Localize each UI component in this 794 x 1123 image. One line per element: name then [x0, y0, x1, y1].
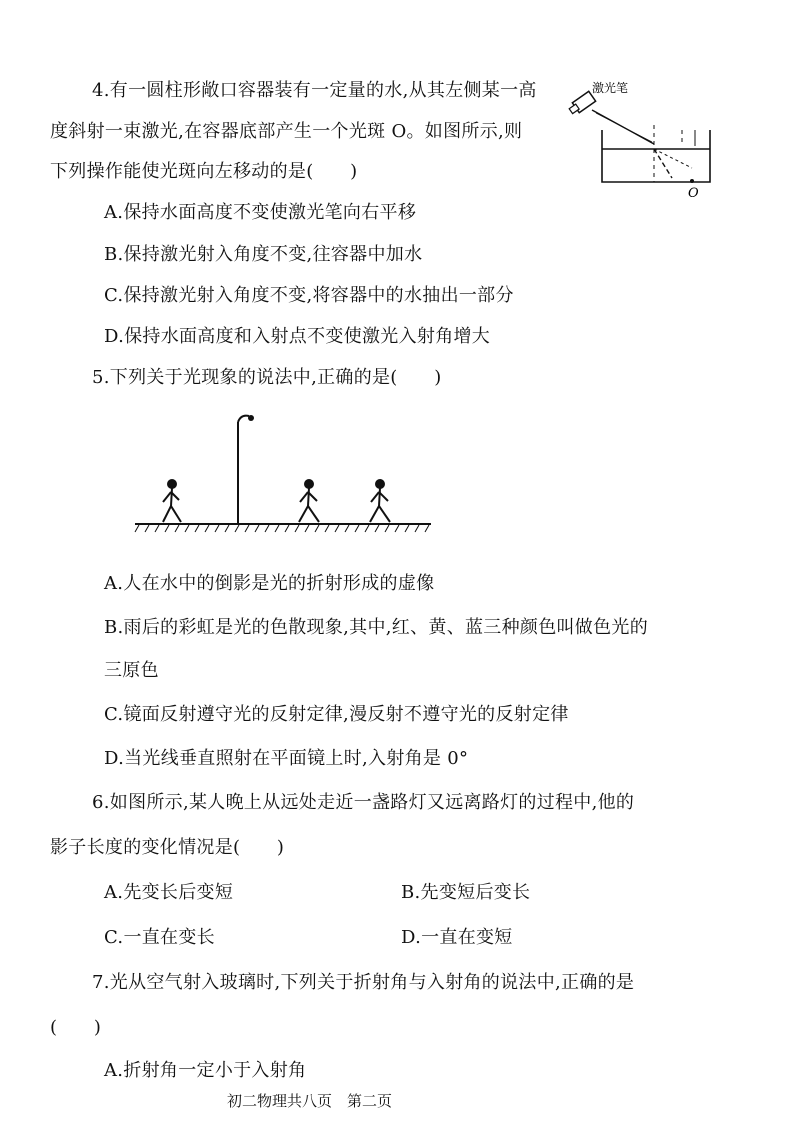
- walking-person-icon: [299, 480, 319, 522]
- page-footer: 初二物理共八页 第二页: [227, 1092, 393, 1110]
- q5-stem: 5.下列关于光现象的说法中,正确的是( ): [92, 367, 442, 388]
- q4-option-d: D.保持水面高度和入射点不变使激光入射角增大: [104, 326, 491, 347]
- q4-laser-container-figure: [570, 70, 710, 200]
- q6-option-b: B.先变短后变长: [401, 882, 531, 903]
- street-lamp-icon: [238, 415, 254, 524]
- q5-option-b: B.雨后的彩虹是光的色散现象,其中,红、黄、蓝三种颜色叫做色光的: [104, 617, 648, 638]
- q6-stem-line-1: 6.如图所示,某人晚上从远处走近一盏路灯又远离路灯的过程中,他的: [92, 792, 635, 813]
- q4-option-b: B.保持激光射入角度不变,往容器中加水: [104, 244, 423, 265]
- street-lamp-figure: [135, 408, 435, 538]
- q7-stem-line-1: 7.光从空气射入玻璃时,下列关于折射角与入射角的说法中,正确的是: [92, 972, 635, 993]
- q4-stem-line-2: 度斜射一束激光,在容器底部产生一个光斑 O。如图所示,则: [50, 121, 523, 142]
- q4-option-a: A.保持水面高度不变使激光笔向右平移: [104, 202, 417, 223]
- q5-option-b-continued: 三原色: [104, 660, 159, 681]
- q6-option-a: A.先变长后变短: [104, 882, 234, 903]
- q5-option-d: D.当光线垂直照射在平面镜上时,入射角是 0°: [104, 748, 469, 769]
- q5-option-c: C.镜面反射遵守光的反射定律,漫反射不遵守光的反射定律: [104, 704, 569, 725]
- q7-stem-line-2: ( ): [50, 1017, 102, 1038]
- q4-option-c: C.保持激光射入角度不变,将容器中的水抽出一部分: [104, 285, 514, 306]
- walking-person-icon: [163, 480, 181, 522]
- q7-option-a: A.折射角一定小于入射角: [104, 1060, 307, 1081]
- q4-stem-line-3: 下列操作能使光斑向左移动的是( ): [50, 161, 358, 182]
- q4-stem-line-1: 4.有一圆柱形敞口容器装有一定量的水,从其左侧某一高: [92, 80, 537, 101]
- q5-option-a: A.人在水中的倒影是光的折射形成的虚像: [104, 573, 435, 594]
- q6-option-c: C.一直在变长: [104, 927, 215, 948]
- spot-o-label: O: [688, 186, 699, 201]
- q6-stem-line-2: 影子长度的变化情况是( ): [50, 837, 285, 858]
- laser-pen-label: 激光笔: [592, 81, 629, 95]
- walking-person-icon: [370, 480, 390, 522]
- q6-option-d: D.一直在变短: [401, 927, 513, 948]
